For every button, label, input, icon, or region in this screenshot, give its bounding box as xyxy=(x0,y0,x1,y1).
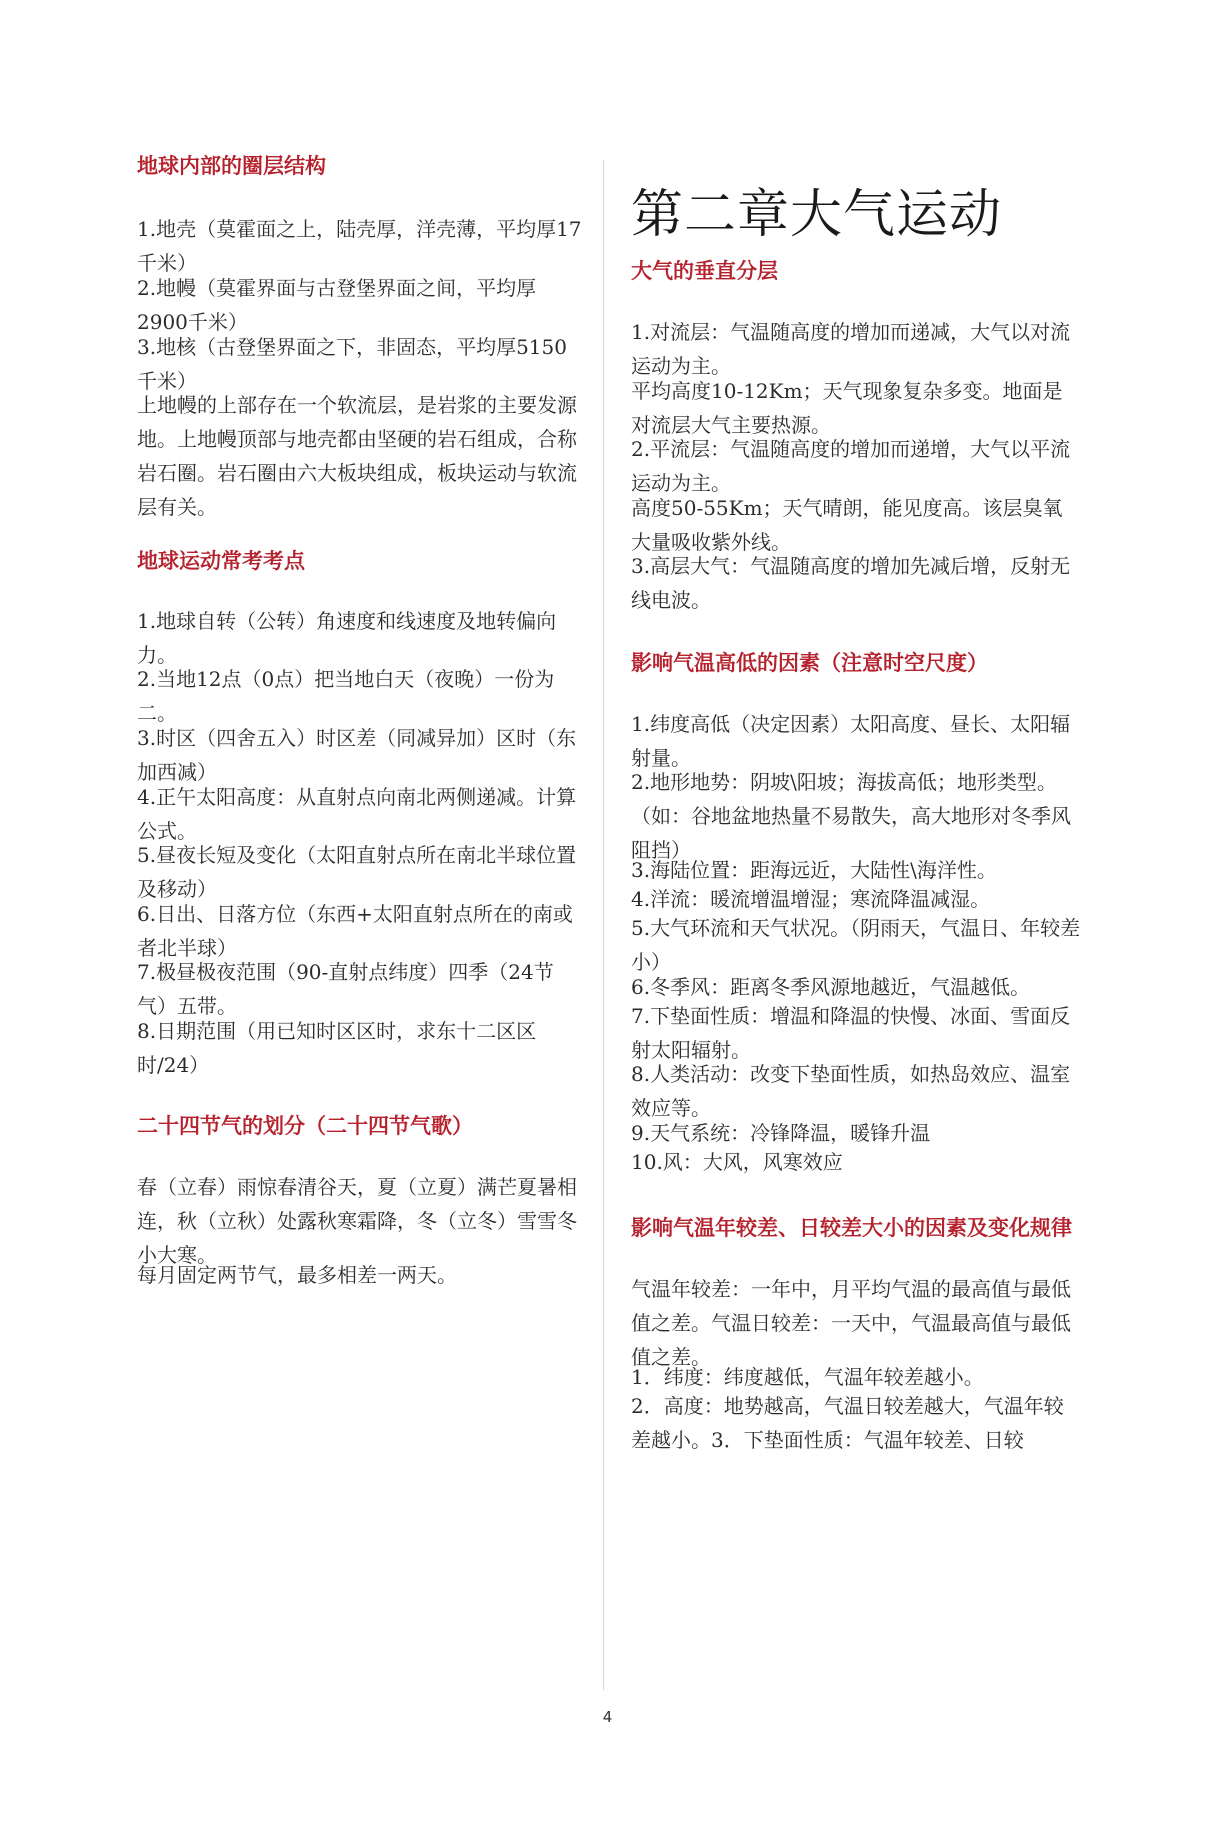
temperature-factor-8: 8.人类活动：改变下垫面性质，如热岛效应、温室效应等。 xyxy=(631,1062,1071,1120)
earth-motion-item-3: 3.时区（四舍五入）时区差（同减异加）区时（东加西减） xyxy=(137,726,577,784)
heading-atmosphere-layers: 大气的垂直分层 xyxy=(631,259,778,283)
temperature-factor-7: 7.下垫面性质：增温和降温的快慢、冰面、雪面反射太阳辐射。 xyxy=(631,1004,1071,1062)
solar-terms-song: 春（立春）雨惊春清谷天，夏（立夏）满芒夏暑相连，秋（立秋）处露秋寒霜降，冬（立冬）雪雪冬小大寒。 xyxy=(137,1175,577,1267)
chapter-title: 第二章大气运动 xyxy=(631,185,1003,245)
temperature-factor-10: 10.风：大风，风寒效应 xyxy=(631,1150,843,1174)
earth-layers-crust: 1.地壳（莫霍面之上，陆壳厚，洋壳薄，平均厚17千米） xyxy=(137,217,582,275)
earth-motion-item-6: 6.日出、日落方位（东西+太阳直射点所在的南或者北半球） xyxy=(137,902,573,960)
atmosphere-upper: 3.高层大气：气温随高度的增加先减后增，反射无线电波。 xyxy=(631,554,1071,612)
heading-solar-terms: 二十四节气的划分（二十四节气歌） xyxy=(137,1114,473,1138)
temperature-factor-2: 2.地形地势：阴坡\阳坡；海拔高低；地形类型。（如：谷地盆地热量不易散失，高大地形对冬季风阻挡） xyxy=(631,770,1071,862)
atmosphere-troposphere-detail: 平均高度10-12Km；天气现象复杂多变。地面是对流层大气主要热源。 xyxy=(631,379,1063,437)
earth-layers-core: 3.地核（古登堡界面之下，非固态，平均厚5150千米） xyxy=(137,335,567,393)
temperature-range-latitude: 1．纬度：纬度越低，气温年较差越小。 xyxy=(631,1365,984,1389)
atmosphere-troposphere: 1.对流层：气温随高度的增加而递减，大气以对流运动为主。 xyxy=(631,320,1071,378)
temperature-factor-1: 1.纬度高低（决定因素）太阳高度、昼长、太阳辐射量。 xyxy=(631,712,1071,770)
temperature-factor-4: 4.洋流：暖流增温增湿；寒流降温减湿。 xyxy=(631,887,991,911)
earth-motion-item-1: 1.地球自转（公转）角速度和线速度及地转偏向力。 xyxy=(137,609,557,667)
earth-motion-item-8: 8.日期范围（用已知时区区时，求东十二区区时/24） xyxy=(137,1019,537,1077)
heading-earth-layers: 地球内部的圈层结构 xyxy=(137,154,326,178)
temperature-factor-6: 6.冬季风：距离冬季风源地越近，气温越低。 xyxy=(631,975,1031,999)
heading-earth-motion: 地球运动常考考点 xyxy=(137,549,305,573)
temperature-range-definition: 气温年较差：一年中，月平均气温的最高值与最低值之差。气温日较差：一天中，气温最高值与最低值之差。 xyxy=(631,1277,1071,1369)
atmosphere-stratosphere-detail: 高度50-55Km；天气晴朗，能见度高。该层臭氧大量吸收紫外线。 xyxy=(631,496,1063,554)
page-number: 4 xyxy=(602,1708,613,1726)
solar-terms-note: 每月固定两节气，最多相差一两天。 xyxy=(137,1263,457,1287)
earth-motion-item-4: 4.正午太阳高度：从直射点向南北两侧递减。计算公式。 xyxy=(137,785,577,843)
heading-temperature-range: 影响气温年较差、日较差大小的因素及变化规律 xyxy=(631,1216,1072,1240)
earth-motion-item-7: 7.极昼极夜范围（90-直射点纬度）四季（24节气）五带。 xyxy=(137,960,554,1018)
temperature-factor-9: 9.天气系统：冷锋降温，暖锋升温 xyxy=(631,1121,931,1145)
temperature-range-altitude: 2．高度：地势越高，气温日较差越大，气温年较差越小。3．下垫面性质：气温年较差、日较 xyxy=(631,1394,1064,1452)
earth-motion-item-5: 5.昼夜长短及变化（太阳直射点所在南北半球位置及移动） xyxy=(137,843,577,901)
earth-layers-mantle: 2.地幔（莫霍界面与古登堡界面之间，平均厚2900千米） xyxy=(137,276,537,334)
heading-temperature-factors: 影响气温高低的因素（注意时空尺度） xyxy=(631,651,988,675)
temperature-factor-3: 3.海陆位置：距海远近，大陆性\海洋性。 xyxy=(631,858,997,882)
temperature-factor-5: 5.大气环流和天气状况。（阴雨天，气温日、年较差小） xyxy=(631,916,1081,974)
earth-layers-lithosphere: 上地幔的上部存在一个软流层，是岩浆的主要发源地。上地幔顶部与地壳都由坚硬的岩石组成，合称岩石圈。岩石圈由六大板块组成，板块运动与软流层有关。 xyxy=(137,393,577,519)
earth-motion-item-2: 2.当地12点（0点）把当地白天（夜晚）一份为二。 xyxy=(137,667,555,725)
column-divider xyxy=(603,160,604,1690)
atmosphere-stratosphere: 2.平流层：气温随高度的增加而递增，大气以平流运动为主。 xyxy=(631,437,1071,495)
